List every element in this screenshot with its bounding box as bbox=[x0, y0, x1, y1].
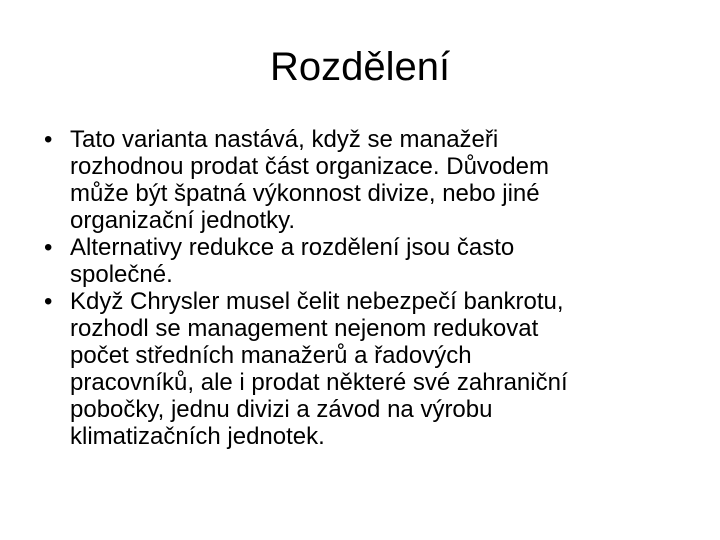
bullet-3-line-6: klimatizačních jednotek. bbox=[70, 423, 325, 450]
bullet-2-line-1: Alternativy redukce a rozdělení jsou často bbox=[70, 234, 515, 261]
bullet-1-line-4: organizační jednotky. bbox=[70, 207, 296, 234]
bullet-2-line-2: společné. bbox=[70, 261, 173, 288]
bullet-1-line-3: může být špatná výkonnost divize, nebo jiné bbox=[70, 180, 540, 207]
bullet-item-1 bbox=[44, 126, 684, 234]
bullet-icon: • bbox=[44, 126, 53, 153]
bullet-item-2 bbox=[44, 234, 684, 288]
bullet-item-3 bbox=[44, 288, 684, 450]
bullet-3-line-1: Když Chrysler musel čelit nebezpečí bankrotu, bbox=[70, 288, 564, 315]
bullet-list bbox=[44, 126, 684, 450]
slide-title: Rozdělení bbox=[269, 45, 451, 89]
bullet-3-line-4: pracovníků, ale i prodat některé své zahraniční bbox=[70, 369, 568, 396]
bullet-3-line-3: počet středních manažerů a řadových bbox=[70, 342, 472, 369]
bullet-3-line-5: pobočky, jednu divizi a závod na výrobu bbox=[70, 396, 493, 423]
bullet-3-line-2: rozhodl se management nejenom redukovat bbox=[70, 315, 539, 342]
bullet-icon: • bbox=[44, 288, 53, 315]
bullet-1-line-2: rozhodnou prodat část organizace. Důvodem bbox=[70, 153, 549, 180]
bullet-1-line-1: Tato varianta nastává, když se manažeři bbox=[70, 126, 499, 153]
bullet-icon: • bbox=[44, 234, 53, 261]
